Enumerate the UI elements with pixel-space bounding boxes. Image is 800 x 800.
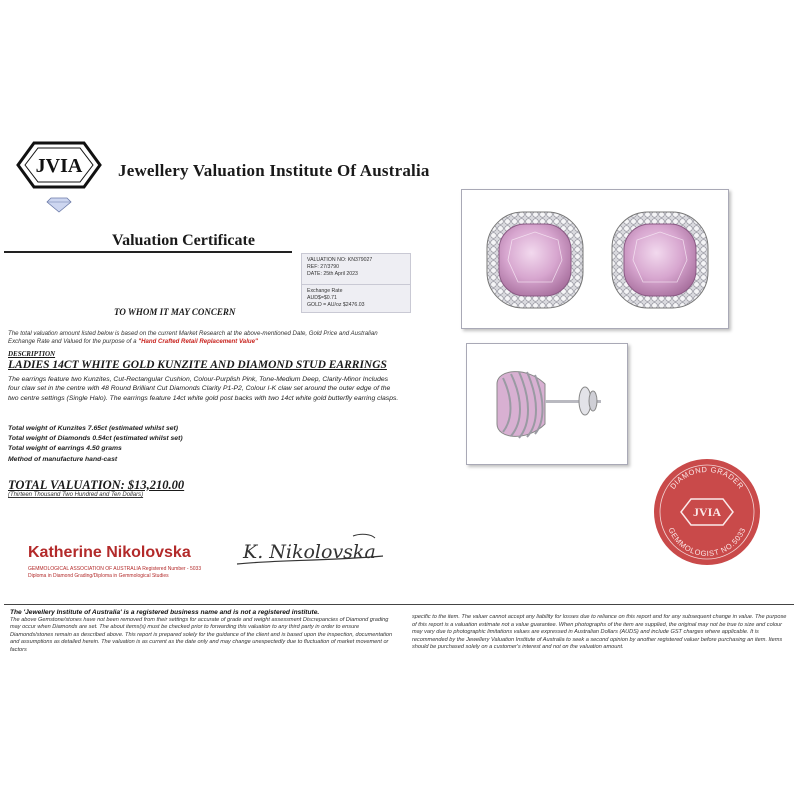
exchange-rate-label: Exchange Rate xyxy=(307,288,343,294)
logo-text: JVIA xyxy=(35,155,83,177)
footer-registration-note: The 'Jewellery Institute of Australia' is a registered business name and is not a registered institute. xyxy=(10,609,320,616)
total-valuation: TOTAL VALUATION: $13,210.00 xyxy=(8,478,185,492)
institute-name: Jewellery Valuation Institute Of Australia xyxy=(118,161,430,180)
valuer-association: GEMMOLOGICAL ASSOCIATION OF AUSTRALIA Registered Number - 5033 xyxy=(28,566,202,572)
footer-divider xyxy=(4,604,794,605)
title-divider xyxy=(4,251,292,253)
to-whom-heading: TO WHOM IT MAY CONCERN xyxy=(114,307,236,317)
earrings-front-image xyxy=(462,190,728,328)
valuation-purpose: "Hand Crafted Retail Replacement Value" xyxy=(138,338,258,345)
description-label: DESCRIPTION xyxy=(8,350,56,358)
valuer-name: Katherine Nikolovska xyxy=(28,544,191,561)
seal-logo-text: JVIA xyxy=(692,505,722,519)
product-title: LADIES 14CT WHITE GOLD KUNZITE AND DIAMOND STUD EARRINGS xyxy=(8,359,387,371)
diamond-grader-seal xyxy=(652,457,762,567)
valuer-signature xyxy=(235,530,385,570)
weight-line: Total weight of Kunzites 7.65ct (estimated whilst set) xyxy=(8,425,179,432)
earring-left xyxy=(487,212,583,308)
seal-bottom-text: GEMMOLOGIST NO.5033 xyxy=(666,526,748,559)
earring-side-photo xyxy=(466,343,628,465)
gold-price: GOLD = AU/oz $2476.03 xyxy=(307,302,365,308)
total-valuation-words: (Thirteen Thousand Two Hundred and Ten Dollars) xyxy=(8,492,144,498)
exchange-rate: AUD$=$0.71 xyxy=(307,295,337,301)
footer-disclaimer-right: specific to the item. The valuer cannot accept any liability for losses due to reliance on this report and for any subsequent change in value. The purpose of this report is a valuation estimate not a value guarantee. When photographs of the item are supplied, the original may not be true to size and colour may vary due to photographic limitations values are expressed in Australian Dollars (AUDS) and include GST charges where applicable. It is recommended by the Jewellery Valuation Institute of Australia to seek a second opinion by another registered valuer before purchasing an item. Items should be purchased solely on a customer's interest and not on the valuation amount. xyxy=(412,614,787,651)
description-body: The earrings feature two Kunzites, Cut-Rectangular Cushion, Colour-Purplish Pink, Tone-Medium Deep, Clarity-Minor Includes four claw set in the centre with 48 Round Brilliant Cut Diamonds Clarity P1-P2, Colour I-K claw set around the outer edge of the two centre settings (Single Halo). The earrings feature 14ct white gold post backs with two 14ct white gold butterfly earring clasps. xyxy=(8,376,399,402)
intro-text: The total valuation amount listed below is based on the current Market Research at the above-mentioned Date, Gold Price and Australian Exchange Rate and Valued for the purpose of a xyxy=(8,330,378,345)
weights-list xyxy=(8,424,183,465)
weight-line: Method of manufacture hand-cast xyxy=(8,455,118,463)
weight-line: Total weight of earrings 4.50 grams xyxy=(8,445,122,453)
signature-text: K. Nikolovska xyxy=(243,541,376,563)
certificate-title: Valuation Certificate xyxy=(112,232,255,249)
weight-line: Total weight of Diamonds 0.54ct (estimated whilst set) xyxy=(8,435,183,443)
diamond-icon xyxy=(47,198,71,212)
earring-side-image xyxy=(467,344,627,464)
seal-top-text: DIAMOND GRADER xyxy=(668,464,746,491)
earrings-front-photo xyxy=(461,189,729,329)
footer-left-text: The above Gemstone/stones have not been removed from their settings for accurate of grade and weight assessment Discrepancies of Diamond grading may occur when Diamonds are set. The about items(s) must be checked prior to forwarding this valuation to any third party in order to ensure Diamonds/stones remain as described above. This report is prepared solely for the guidance of the client and is based upon the inspection, documentation and assumptions as detailed herein. The valuation is as current as the date only and may change unexpectedly due to fluctuation of market movement or factors xyxy=(10,616,393,653)
valuation-info-box xyxy=(301,253,411,313)
valuation-date: DATE: 25th April 2023 xyxy=(307,271,358,277)
reference-number: REF: 27/3790 xyxy=(307,264,340,270)
intro-paragraph xyxy=(8,330,393,346)
footer-disclaimer-left xyxy=(10,609,398,655)
valuer-diploma: Diploma in Diamond Grading/Diploma in Gemmological Studies xyxy=(28,573,169,579)
jvia-logo xyxy=(14,135,104,215)
valuation-number: VALUATION NO: KN379027 xyxy=(307,257,373,263)
earring-right xyxy=(612,212,708,308)
